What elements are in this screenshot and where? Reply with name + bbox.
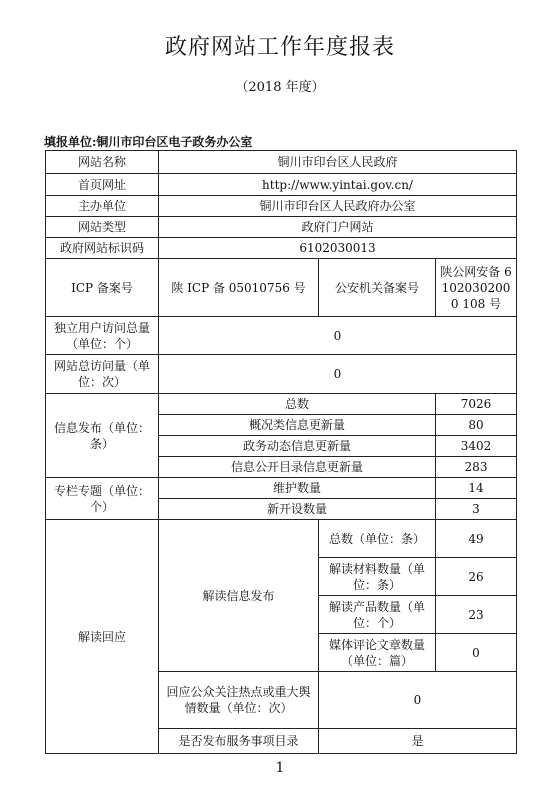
info-overview-label: 概况类信息更新量 [159,415,436,436]
row-homepage [46,174,517,196]
row-topic-maintain [46,478,517,499]
info-catalog-value: 283 [436,457,517,478]
interp-total-value: 49 [436,520,517,558]
page-number: 1 [275,760,285,776]
interp-product-label: 解读产品数量（单位：个） [319,596,436,634]
row-icp [46,259,517,317]
page-title: 政府网站工作年度报表 [164,35,395,60]
page-views-label: 网站总访问量（单位：次） [46,355,159,394]
info-news-value: 3402 [436,436,517,457]
response-value: 0 [319,672,517,729]
site-id-value: 6102030013 [159,238,517,259]
reporting-unit: 填报单位:铜川市印台区电子政务办公室 [44,135,253,149]
row-interp-total [46,520,517,558]
topic-new-value: 3 [436,499,517,520]
topic-label: 专栏专题（单位：个） [46,478,159,520]
info-overview-value: 80 [436,415,517,436]
report-year: （2018 年度） [235,80,325,95]
interp-material-value: 26 [436,558,517,596]
info-publish-label: 信息发布（单位：条） [46,394,159,478]
topic-maintain-value: 14 [436,478,517,499]
unique-visitors-value: 0 [159,317,517,355]
site-id-label: 政府网站标识码 [46,238,159,259]
info-news-label: 政务动态信息更新量 [159,436,436,457]
site-type-label: 网站类型 [46,217,159,238]
police-value: 陕公网安备 61020302000 108 号 [436,259,517,317]
homepage-value: http://www.yintai.gov.cn/ [159,174,517,196]
report-table [45,150,517,754]
interp-material-label: 解读材料数量（单位：条） [319,558,436,596]
row-site-name [46,151,517,174]
interpretation-label: 解读回应 [46,520,159,754]
interp-publish-label: 解读信息发布 [159,520,319,672]
row-unique-visitors [46,317,517,355]
interp-total-label: 总数（单位：条） [319,520,436,558]
icp-label: ICP 备案号 [46,259,159,317]
response-label: 回应公众关注热点或重大舆情数量（单位：次） [159,672,319,729]
row-sponsor [46,196,517,217]
service-catalog-value: 是 [319,729,517,754]
info-total-value: 7026 [436,394,517,415]
row-page-views [46,355,517,394]
police-label: 公安机关备案号 [319,259,436,317]
row-info-total [46,394,517,415]
site-name-value: 铜川市印台区人民政府 [159,151,517,174]
interp-product-value: 23 [436,596,517,634]
sponsor-value: 铜川市印台区人民政府办公室 [159,196,517,217]
sponsor-label: 主办单位 [46,196,159,217]
info-catalog-label: 信息公开目录信息更新量 [159,457,436,478]
site-type-value: 政府门户网站 [159,217,517,238]
topic-new-label: 新开设数量 [159,499,436,520]
homepage-label: 首页网址 [46,174,159,196]
interp-media-label: 媒体评论文章数量（单位：篇） [319,634,436,672]
unique-visitors-label: 独立用户访问总量（单位：个） [46,317,159,355]
icp-value: 陕 ICP 备 05010756 号 [159,259,319,317]
topic-maintain-label: 维护数量 [159,478,436,499]
page-views-value: 0 [159,355,517,394]
service-catalog-label: 是否发布服务事项目录 [159,729,319,754]
site-name-label: 网站名称 [46,151,159,174]
row-site-id [46,238,517,259]
info-total-label: 总数 [159,394,436,415]
interp-media-value: 0 [436,634,517,672]
row-site-type [46,217,517,238]
